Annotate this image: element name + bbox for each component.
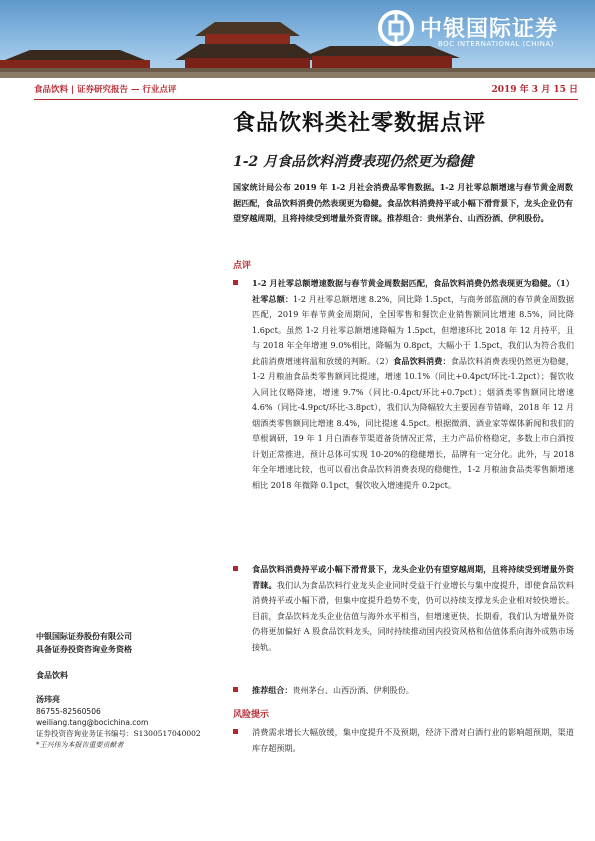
left-info-column [36, 630, 226, 751]
bullet-2-lead: 食品饮料消费持平或小幅下滑背景下，龙头企业仍有望穿越周期，且将持续受到增量外资青睐。 [252, 564, 574, 590]
analyst-email: weiliang.tang@bocichina.com [36, 718, 149, 727]
brand-logo [378, 10, 588, 60]
analyst-phone: 86755-82560506 [36, 707, 101, 716]
bullet-1-p2: 食品饮料消费表现仍然更为稳健，1-2 月粮油食品类零售额同比提速，增速 10.1%（同比+0.4pct/环比-1.2pct）；餐饮收入同比仅略降速，增速 9.7%（同比-0.4pct/环比+0.7pct）；烟酒类零售额同比增速 4.6%（同比-4.9pct/环比-3.8pct），我们认为降幅较大主要因春节错峰，2018 年 12 月烟酒类零售额同比增速 8.4%，同比提速 4.5pct。根据微酒、酒业家等媒体新闻和我们的草根调研，19 年 1 月白酒春节渠道备货情况正常，主力产品价格稳定，多数上市白酒按计划正常推进，预计总体可实现 10-20%的稳健增长，品牌有一定分化。此外，与 2018 年全年增速比较，也可以看出食品饮料消费表现的稳健性，1-2 月粮油食品类零售额增速相比 2018 年微降 0.1pct，餐饮收入增速提升 0.2pct。 [252, 355, 574, 490]
sector-label: 食品饮料 [36, 670, 68, 680]
bullet-square-icon [233, 566, 238, 571]
bullet-1-lead3: 食品饮料消费： [393, 355, 451, 366]
bullet-square-icon [233, 280, 238, 285]
bullet-1-text [252, 276, 574, 493]
company-qualification: 具备证券投资咨询业务资格 [36, 644, 132, 654]
analyst-cert: 证券投资咨询业务证书编号：S1300517040002 [36, 729, 201, 738]
header-banner [0, 0, 595, 78]
comment-heading: 点评 [233, 261, 252, 271]
bullet-1-p1: 1-2 月社零总额增速 8.2%，同比降 1.5pct，与商务部监测的春节黄金周数据匹配，2019 年春节黄金周期间，全国零售和餐饮企业销售额同比增速 8.5%，同比降 1.6pct。虽然 1-2 月社零总额增速降幅为 1.5pct，但增速环比 2018 年 12 月持平，且与 2018 年全年增速 9.0%相比，降幅为 0.8pct，大幅小于 1.5pct，我们认为符合我们此前消费增速将温和放缓的判断。（2） [252, 293, 574, 366]
bullet-3-p: 贵州茅台、山西汾酒、伊利股份。 [292, 685, 414, 695]
risk-heading: 风险提示 [233, 710, 270, 720]
risk-text: 消费需求增长大幅放缓，集中度提升不及预期，经济下滑对白酒行业的影响超预期，渠道库存超预期。 [252, 727, 574, 753]
bullet-3-text [252, 683, 574, 699]
bullet-2-text [252, 562, 574, 655]
analyst-name: 汤玮亮 [36, 694, 60, 704]
bullet-2-p: 我们认为食品饮料行业龙头企业同时受益于行业增长与集中度提升，即使食品饮料消费持平或小幅下滑，但集中度提升趋势不变，仍可以持续支撑龙头企业相对较快增长。目前，食品饮料龙头企业估值与海外水平相当，但增速更快，长期看，我们认为增量外资仍将更加偏好 A 股食品饮料龙头，同时持续推动国内投资风格和估值体系向海外成熟市场接轨。 [252, 579, 574, 652]
report-date: 2019 年 3 月 15 日 [491, 85, 578, 95]
report-title: 食品饮料类社零数据点评 [233, 110, 487, 136]
report-category: 食品饮料 | 证券研究报告 — 行业点评 [34, 85, 177, 95]
brand-name-en: BOC INTERNATIONAL (CHINA) [438, 40, 554, 48]
brand-name-cn: 中银国际证券 [420, 16, 559, 42]
bullet-1-lead: 1-2 月社零总额增速数据与春节黄金周数据匹配，食品饮料消费仍然表现更为稳健。（1） [252, 278, 574, 288]
company-name: 中银国际证券股份有限公司 [36, 631, 132, 641]
boc-coin-logo-icon [378, 10, 414, 46]
contributor-note: *王兴伟为本报告重要贡献者 [36, 741, 124, 749]
report-subtitle: 1-2 月食品饮料消费表现仍然更为稳健 [233, 154, 474, 170]
bullet-3-lead: 推荐组合： [252, 685, 293, 695]
report-header-bar [34, 79, 578, 100]
bullet-1-lead2: 社零总额： [252, 293, 294, 304]
bullet-square-icon [233, 729, 238, 734]
bullet-square-icon [233, 687, 238, 692]
summary-paragraph: 国家统计局公布 2019 年 1-2 月社会消费品零售数据。1-2 月社零总额增速与春节黄金周数据匹配，食品饮料消费仍然表现更为稳健。食品饮料消费持平或小幅下滑背景下，龙头企业仍有望穿越周期，且将持续受到增量外资青睐。推荐组合：贵州茅台、山西汾酒、伊利股份。 [233, 182, 573, 223]
